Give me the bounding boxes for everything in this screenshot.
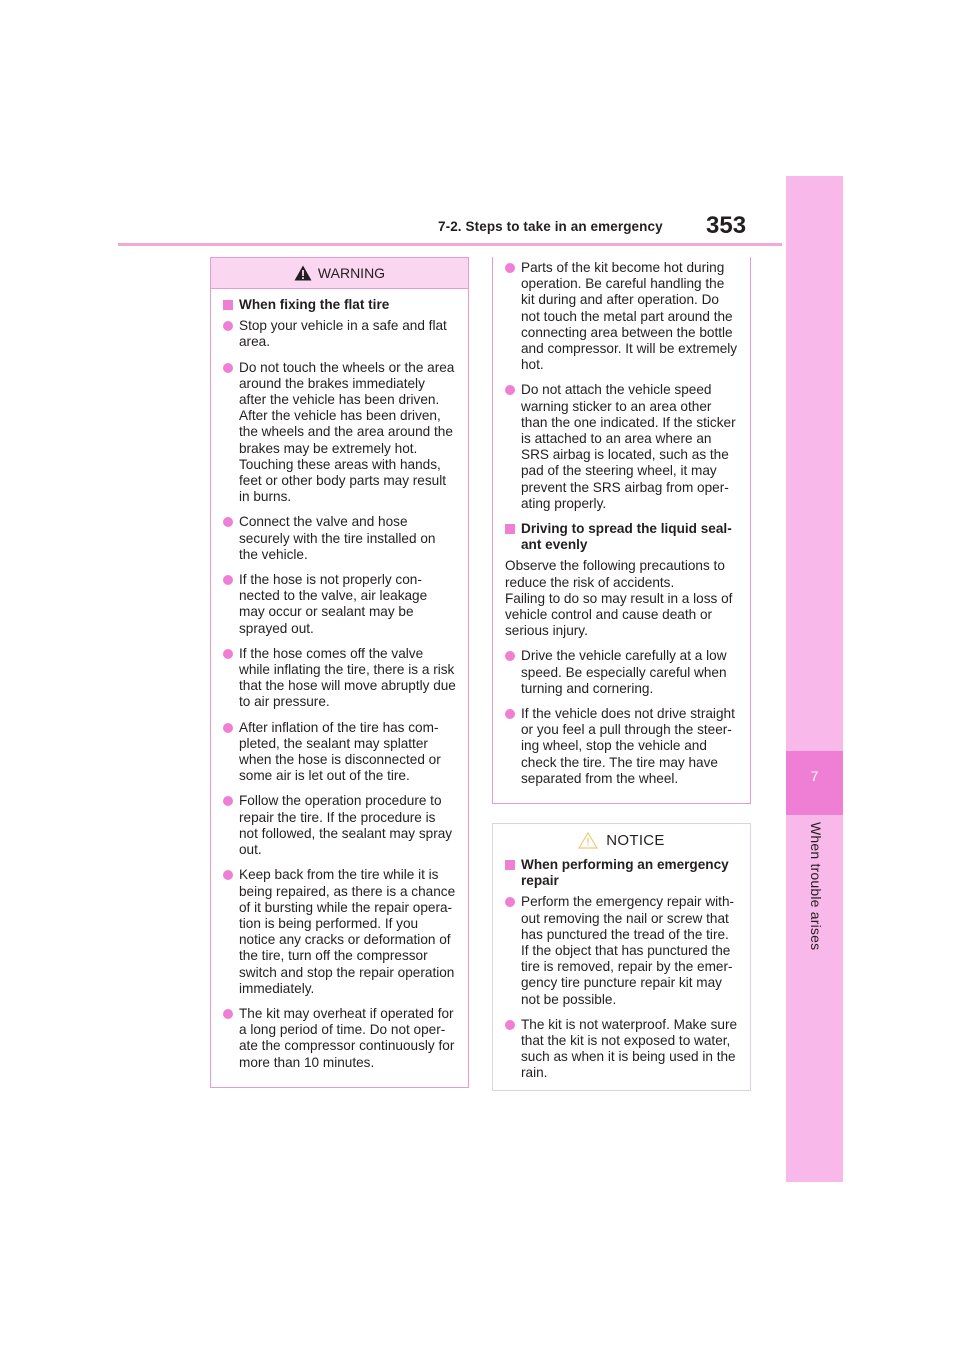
list-item: Do not touch the wheels or the area around the brakes immediately after the vehicle has been driven. After the vehicle has been driven, the wheels and the area around the brakes may be extremely hot. Touching these areas with hands, feet or other body parts may result in burns.	[223, 360, 456, 506]
notice-heading: When performing an emergency repair	[505, 857, 738, 889]
warning-continued-body	[493, 257, 750, 804]
notice-triangle-icon	[578, 832, 598, 849]
list-item: Perform the emergency repair with- out removing the nail or screw that has punctured the tread of the tire. If the object that has punctured the tire is removed, repair by the emer- gency tire puncture repair kit may not be possible.	[505, 894, 738, 1007]
square-bullet-icon	[505, 524, 515, 534]
list-item: If the vehicle does not drive straight or you feel a pull through the steer- ing wheel, stop the vehicle and check the tire. The tire may have separated from the wheel.	[505, 706, 738, 787]
bullet-icon	[223, 723, 233, 733]
bullet-icon	[223, 796, 233, 806]
warning-heading-2: Driving to spread the liquid seal- ant evenly	[505, 521, 738, 553]
list-item: Keep back from the tire while it is being repaired, as there is a chance of it bursting while the repair opera- tion is being performed. If you notice any cracks or deformation of the tire, turn off the compressor switch and stop the repair operation immediately.	[223, 867, 456, 997]
notice-header	[493, 825, 750, 855]
header-rule	[118, 243, 782, 246]
notice-body	[493, 857, 750, 1099]
list-item: After inflation of the tire has com- pleted, the sealant may splatter when the hose is disconnected or some air is let out of the tire.	[223, 720, 456, 785]
warning-heading: When fixing the flat tire	[223, 297, 456, 313]
bullet-icon	[223, 870, 233, 880]
warning-body	[211, 289, 468, 1088]
list-item: The kit is not waterproof. Make sure that the kit is not exposed to water, such as when it is being used in the rain.	[505, 1017, 738, 1082]
bullet-icon	[223, 575, 233, 585]
list-item: Do not attach the vehicle speed warning sticker to an area other than the one indicated. If the sticker is attached to an area where an SRS airbag is located, such as the pad of the steering wheel, it may prevent the SRS airbag from oper- ating properly.	[505, 382, 738, 512]
warning-paragraph: Observe the following precautions to reduce the risk of accidents. Failing to do so may result in a loss of vehicle control and cause death or serious injury.	[505, 558, 733, 639]
list-item: If the hose comes off the valve while inflating the tire, there is a risk that the hose will move abruptly due to air pressure.	[223, 646, 456, 711]
section-title: 7-2. Steps to take in an emergency	[438, 219, 663, 234]
bullet-icon	[505, 709, 515, 719]
page-number: 353	[706, 212, 747, 239]
warning-header	[211, 258, 468, 289]
square-bullet-icon	[223, 300, 233, 310]
bullet-icon	[223, 1009, 233, 1019]
warning-triangle-icon	[294, 265, 312, 281]
bullet-icon	[223, 649, 233, 659]
warning-box-right	[492, 257, 751, 804]
list-item: The kit may overheat if operated for a long period of time. Do not oper- ate the compressor continuously for more than 10 minutes.	[223, 1006, 456, 1071]
bullet-icon	[223, 517, 233, 527]
list-item: Stop your vehicle in a safe and flat area.	[223, 318, 456, 350]
list-item: Connect the valve and hose securely with the tire installed on the vehicle.	[223, 514, 456, 563]
chapter-title: When trouble arises	[808, 822, 824, 951]
bullet-icon	[505, 263, 515, 273]
bullet-icon	[505, 897, 515, 907]
bullet-icon	[505, 385, 515, 395]
bullet-icon	[505, 1020, 515, 1030]
notice-box	[492, 823, 751, 1091]
bullet-icon	[505, 651, 515, 661]
list-item: Drive the vehicle carefully at a low speed. Be especially careful when turning and cornering.	[505, 648, 738, 697]
warning-title: WARNING	[317, 265, 386, 281]
chapter-side-tab	[786, 176, 843, 1182]
list-item: If the hose is not properly con- nected to the valve, air leakage may occur or sealant may be sprayed out.	[223, 572, 456, 637]
bullet-icon	[223, 363, 233, 373]
bullet-icon	[223, 321, 233, 331]
chapter-number: 7	[810, 768, 819, 784]
list-item: Parts of the kit become hot during operation. Be careful handling the kit during and after operation. Do not touch the metal part around the connecting area between the bottle and compressor. It will be extremely hot.	[505, 260, 738, 373]
list-item: Follow the operation procedure to repair the tire. If the procedure is not followed, the sealant may spray out.	[223, 793, 456, 858]
warning-box-left	[210, 257, 469, 1088]
square-bullet-icon	[505, 860, 515, 870]
notice-title: NOTICE	[606, 831, 665, 849]
